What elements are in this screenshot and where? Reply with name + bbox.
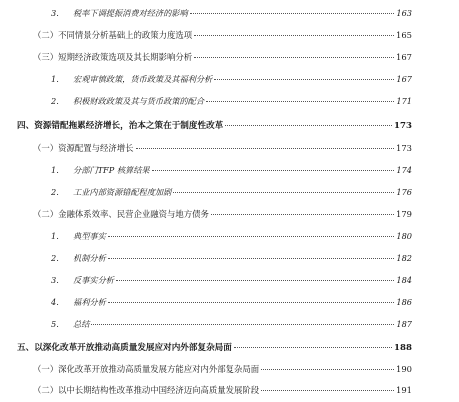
page-number: 179 xyxy=(396,209,412,219)
entry-title: 税率下调提振消费对经济的影响 xyxy=(73,8,188,18)
entry-number: 5. xyxy=(51,319,59,329)
entry-title: 工业内部资源错配程度加剧 xyxy=(73,187,172,197)
entry-title: （一）资源配置与经济增长 xyxy=(33,143,134,153)
dot-leader xyxy=(91,314,394,325)
page-number: 190 xyxy=(396,364,412,374)
entry-title: 反事实分析 xyxy=(73,275,114,285)
entry-number: 2. xyxy=(51,253,59,263)
dot-leader xyxy=(136,138,395,149)
entry-title: （三）短期经济政策选项及其长期影响分析 xyxy=(33,52,193,62)
toc-entry[interactable] xyxy=(33,361,412,375)
toc-entry[interactable] xyxy=(33,49,412,63)
dot-leader xyxy=(173,182,394,193)
entry-title: （二）以中长期结构性改革推动中国经济迈向高质量发展阶段 xyxy=(33,385,260,395)
dot-leader xyxy=(194,47,394,58)
toc-entry[interactable] xyxy=(17,117,412,132)
page-number: 184 xyxy=(396,275,412,285)
entry-title: 宏观审慎政策，货币政策及其福利分析 xyxy=(73,74,213,84)
entry-number: 1. xyxy=(51,74,59,84)
toc-entry[interactable] xyxy=(51,316,412,330)
toc-entry[interactable] xyxy=(33,140,412,154)
entry-title: 福利分析 xyxy=(73,297,106,307)
dot-leader xyxy=(211,204,394,215)
dot-leader xyxy=(206,91,394,102)
entry-number: 4. xyxy=(51,297,59,307)
toc-entry[interactable] xyxy=(51,250,412,264)
page-number: 165 xyxy=(396,30,412,40)
dot-leader xyxy=(152,160,395,171)
page-number: 176 xyxy=(396,187,412,197)
entry-number: 3. xyxy=(51,275,59,285)
toc-entry[interactable] xyxy=(33,206,412,220)
entry-title: （二）金融体系效率、民营企业融资与地方债务 xyxy=(33,209,209,219)
dot-leader xyxy=(108,226,395,237)
entry-number: 2. xyxy=(51,96,59,106)
page-number: 173 xyxy=(394,121,412,131)
toc-entry[interactable] xyxy=(51,184,412,198)
toc-entry[interactable] xyxy=(51,5,412,19)
page-number: 167 xyxy=(396,74,412,84)
entry-number: 1. xyxy=(51,165,59,175)
toc-entry[interactable] xyxy=(17,339,412,354)
entry-title: 四、资源错配拖累经济增长，治本之策在于制度性改革 xyxy=(17,121,224,131)
dot-leader xyxy=(116,270,394,281)
toc-entry[interactable] xyxy=(51,71,412,85)
page-number: 174 xyxy=(396,165,412,175)
toc-entry[interactable] xyxy=(51,272,412,286)
page-number: 186 xyxy=(396,297,412,307)
dot-leader xyxy=(190,3,395,14)
dot-leader xyxy=(214,69,394,80)
dot-leader xyxy=(108,248,395,259)
page-number: 163 xyxy=(396,8,412,18)
entry-title: 典型事实 xyxy=(73,231,106,241)
dot-leader xyxy=(261,380,394,391)
page-number: 182 xyxy=(396,253,412,263)
page-number: 167 xyxy=(396,52,412,62)
entry-title: 积极财政政策及其与货币政策的配合 xyxy=(73,96,205,106)
entry-number: 3. xyxy=(51,8,59,18)
dot-leader xyxy=(261,359,394,370)
entry-title: 总结 xyxy=(73,319,90,329)
page-number: 187 xyxy=(396,319,412,329)
toc-entry[interactable] xyxy=(33,382,412,396)
dot-leader xyxy=(194,25,394,36)
toc-entry[interactable] xyxy=(51,162,412,176)
toc-entry[interactable] xyxy=(51,93,412,107)
entry-title: 机制分析 xyxy=(73,253,106,263)
page-number: 188 xyxy=(394,343,412,353)
page-number: 173 xyxy=(396,143,412,153)
entry-title: （二）不同情景分析基础上的政策力度选项 xyxy=(33,30,193,40)
dot-leader xyxy=(108,292,395,303)
entry-number: 1. xyxy=(51,231,59,241)
entry-title: 分部门TFP 核算结果 xyxy=(73,165,150,175)
toc-entry[interactable] xyxy=(33,27,412,41)
entry-title: （一）深化改革开放推动高质量发展方能应对内外部复杂局面 xyxy=(33,364,260,374)
page-number: 171 xyxy=(396,96,412,106)
entry-number: 2. xyxy=(51,187,59,197)
page-number: 180 xyxy=(396,231,412,241)
dot-leader xyxy=(234,337,392,348)
dot-leader xyxy=(225,115,392,126)
page-number: 191 xyxy=(396,385,412,395)
toc-entry[interactable] xyxy=(51,294,412,308)
toc-entry[interactable] xyxy=(51,228,412,242)
entry-title: 五、以深化改革开放推动高质量发展应对内外部复杂局面 xyxy=(17,343,232,353)
